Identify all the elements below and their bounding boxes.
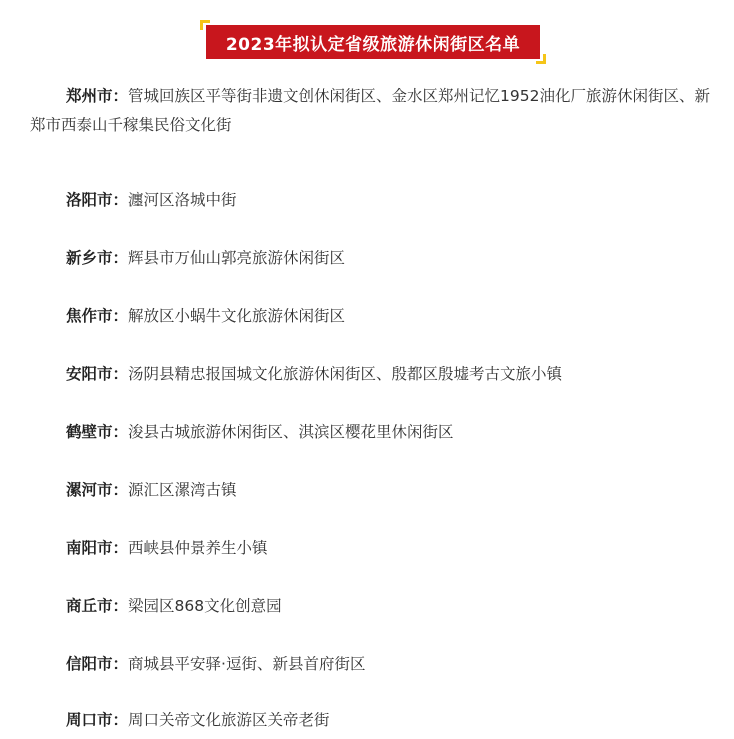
city-name: 洛阳市： — [66, 191, 129, 209]
list-item-jiaozuo — [30, 302, 714, 331]
list-item-zhengzhou — [30, 82, 714, 140]
site-list: 西峡县仲景养生小镇 — [128, 539, 268, 557]
city-name: 周口市： — [66, 711, 129, 729]
site-list: 梁园区868文化创意园 — [128, 597, 282, 615]
site-list: 商城县平安驿·逗街、新县首府街区 — [128, 655, 366, 673]
site-list: 解放区小蜗牛文化旅游休闲街区 — [128, 307, 346, 325]
list-item-luoyang — [30, 186, 714, 215]
city-name: 郑州市： — [66, 87, 129, 105]
corner-decoration-top-left-vertical — [200, 20, 203, 30]
city-name: 漯河市： — [66, 481, 129, 499]
corner-decoration-bottom-right-vertical — [543, 54, 546, 64]
site-list: 源汇区漯湾古镇 — [128, 481, 237, 499]
city-name: 商丘市： — [66, 597, 129, 615]
city-name: 焦作市： — [66, 307, 129, 325]
site-list: 管城回族区平等街非遗文创休闲街区、金水区郑州记忆1952油化厂旅游休闲街区、新郑市西泰山千稼集民俗文化街 — [30, 87, 710, 134]
site-list: 汤阴县精忠报国城文化旅游休闲街区、殷都区殷墟考古文旅小镇 — [128, 365, 563, 383]
title-banner — [206, 25, 540, 59]
site-list: 浚县古城旅游休闲街区、淇滨区樱花里休闲街区 — [128, 423, 454, 441]
list-item-xinyang — [30, 650, 714, 679]
city-name: 信阳市： — [66, 655, 129, 673]
list-item-luohe — [30, 476, 714, 505]
list-item-zhoukou — [30, 706, 714, 735]
list-item-xinxiang — [30, 244, 714, 273]
page-title: 2023年拟认定省级旅游休闲街区名单 — [225, 34, 521, 55]
site-list: 瀍河区洛城中街 — [128, 191, 237, 209]
list-item-anyang — [30, 360, 714, 389]
city-name: 鹤壁市： — [66, 423, 129, 441]
list-item-shangqiu — [30, 592, 714, 621]
city-name: 新乡市： — [66, 249, 129, 267]
site-list: 周口关帝文化旅游区关帝老街 — [128, 711, 330, 729]
list-item-nanyang — [30, 534, 714, 563]
city-name: 南阳市： — [66, 539, 129, 557]
site-list: 辉县市万仙山郭亮旅游休闲街区 — [128, 249, 346, 267]
city-name: 安阳市： — [66, 365, 129, 383]
list-item-hebi — [30, 418, 714, 447]
title-banner-wrap — [0, 18, 734, 64]
